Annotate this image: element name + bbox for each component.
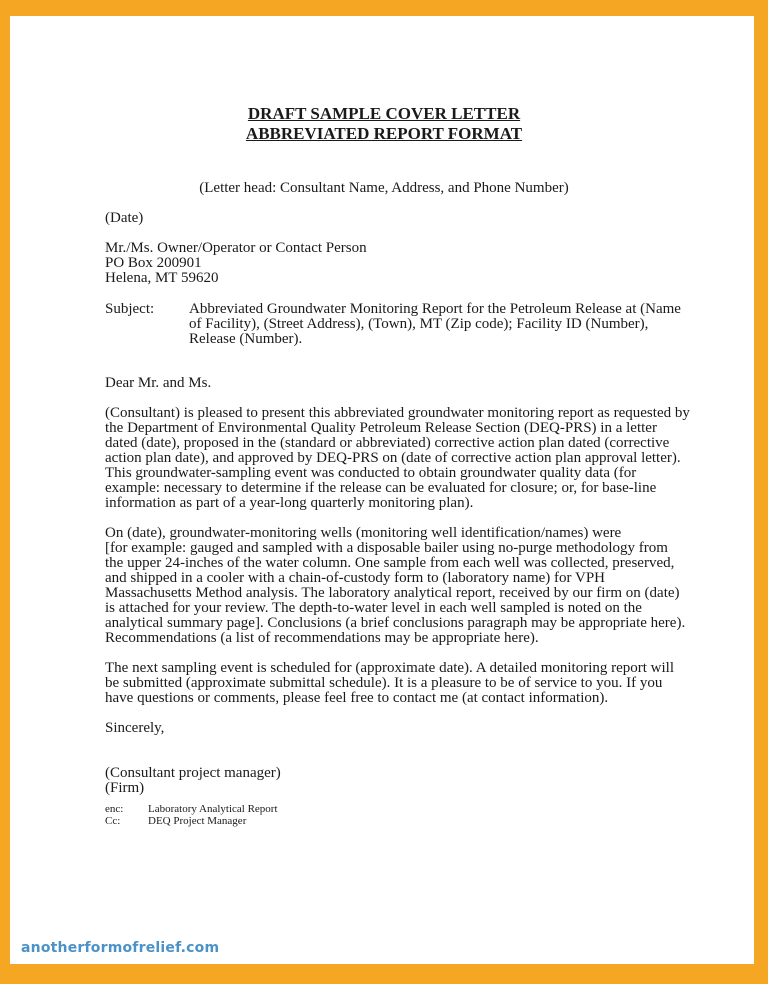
subject-line: Abbreviated Groundwater Monitoring Report for the Petroleum Release at (Name	[189, 301, 681, 317]
paragraph-3-line: be submitted (approximate submittal schedule). It is a pleasure to be of service to you. If you	[105, 675, 663, 691]
paragraph-2-line: Recommendations (a list of recommendations may be appropriate here).	[105, 630, 539, 646]
paragraph-2-line: and shipped in a cooler with a chain-of-custody form to (laboratory name) for VPH	[105, 570, 605, 586]
subject-line: Release (Number).	[189, 331, 303, 347]
signature-firm: (Firm)	[105, 780, 145, 796]
subject-line: of Facility), (Street Address), (Town), MT (Zip code); Facility ID (Number),	[189, 316, 649, 332]
date-placeholder: (Date)	[105, 210, 144, 226]
cc-label: Cc:	[105, 815, 121, 827]
paragraph-3-line: The next sampling event is scheduled for (approximate date). A detailed monitoring report will	[105, 660, 675, 676]
document-title-line-1: DRAFT SAMPLE COVER LETTER	[247, 104, 521, 123]
enclosure-label: enc:	[105, 803, 124, 815]
paragraph-1-line: dated (date), proposed in the (standard or abbreviated) corrective action plan dated (corrective	[105, 435, 670, 451]
cc-value: DEQ Project Manager	[148, 815, 247, 827]
paragraph-2-line: is attached for your review. The depth-to-water level in each well sampled is noted on the	[105, 600, 642, 616]
letterhead-placeholder: (Letter head: Consultant Name, Address, and Phone Number)	[199, 180, 569, 196]
recipient-line: PO Box 200901	[105, 255, 202, 271]
recipient-line: Helena, MT 59620	[105, 270, 219, 286]
signature-name: (Consultant project manager)	[105, 765, 281, 781]
paragraph-2-line: [for example: gauged and sampled with a disposable bailer using no-purge methodology from	[105, 540, 668, 556]
watermark-link[interactable]: anotherformofrelief.com	[21, 940, 220, 956]
paragraph-1-line: action plan date), and approved by DEQ-PRS on (date of corrective action plan approval letter).	[105, 450, 681, 466]
paragraph-1-line: This groundwater-sampling event was conducted to obtain groundwater quality data (for	[105, 465, 637, 481]
enclosure-value: Laboratory Analytical Report	[148, 803, 278, 815]
paragraph-2-line: Massachusetts Method analysis. The laboratory analytical report, received by our firm on (date)	[105, 585, 680, 601]
paragraph-2-line: On (date), groundwater-monitoring wells (monitoring well identification/names) were	[105, 525, 622, 541]
salutation: Dear Mr. and Ms.	[105, 375, 212, 391]
paragraph-2-line: analytical summary page]. Conclusions (a brief conclusions paragraph may be appropriate here).	[105, 615, 686, 631]
paragraph-2-line: the upper 24-inches of the water column. One sample from each well was collected, preserved,	[105, 555, 675, 571]
paragraph-1-line: information as part of a year-long quarterly monitoring plan).	[105, 495, 474, 511]
paragraph-1-line: (Consultant) is pleased to present this abbreviated groundwater monitoring report as requested by	[105, 405, 690, 421]
paragraph-1-line: the Department of Environmental Quality Petroleum Release Section (DEQ-PRS) in a letter	[105, 420, 657, 436]
closing: Sincerely,	[105, 720, 165, 736]
document-title-line-2: ABBREVIATED REPORT FORMAT	[245, 124, 523, 143]
paragraph-1-line: example: necessary to determine if the release can be evaluated for closure; or, for base-line	[105, 480, 657, 496]
paragraph-3-line: have questions or comments, please feel free to contact me (at contact information).	[105, 690, 609, 706]
subject-label: Subject:	[105, 301, 155, 317]
recipient-line: Mr./Ms. Owner/Operator or Contact Person	[105, 240, 367, 256]
